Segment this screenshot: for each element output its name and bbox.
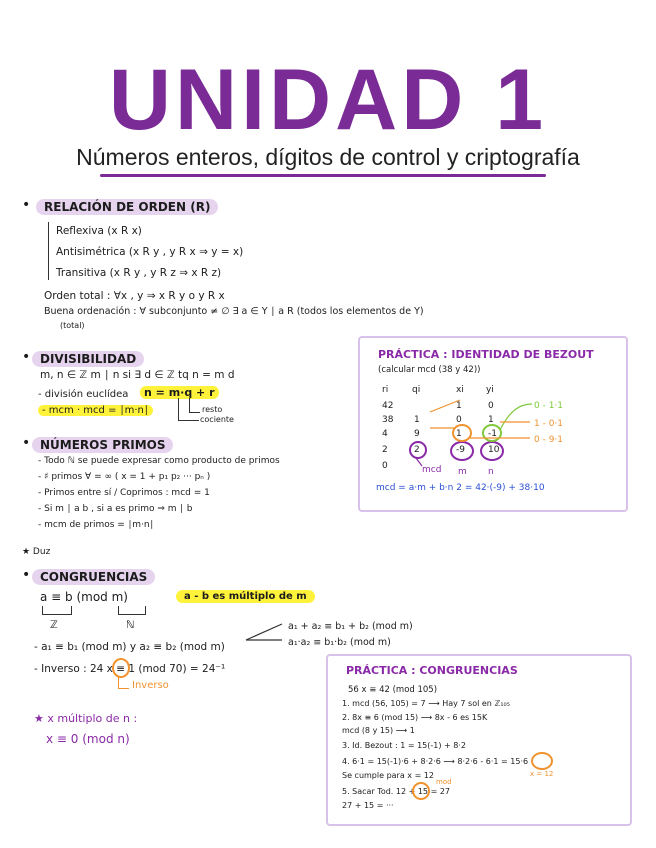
- orden-total: Orden total : ∀x , y ⇒ x R y o y R x: [44, 290, 225, 302]
- congruencia-prod: a₁·a₂ ≡ b₁·b₂ (mod m): [288, 637, 391, 648]
- divisibilidad-def: m, n ∈ ℤ m ∣ n si ∃ d ∈ ℤ tq n = m d: [40, 369, 235, 381]
- primos-item: - Si m ∣ a b , si a es primo ⇒ m ∣ b: [38, 504, 193, 514]
- bezout-cell-x: 0: [456, 415, 462, 425]
- bezout-cell-x: 1: [456, 429, 462, 439]
- bezout-cell-q: 2: [414, 445, 420, 455]
- bezout-eq: 0 - 9·1: [534, 435, 564, 445]
- cong-line: 3. Id. Bezout : 1 = 15(-1) + 8·2: [342, 741, 466, 750]
- n-label: ℕ: [126, 619, 135, 631]
- bezout-cell-y: 1: [488, 415, 494, 425]
- bullet: •: [22, 349, 31, 365]
- cong-line: Se cumple para x = 12: [342, 771, 434, 780]
- congruencia-line: - a₁ ≡ b₁ (mod m) y a₂ ≡ b₂ (mod m): [34, 641, 225, 653]
- division-formula: n = m·q + r: [140, 384, 219, 402]
- col-header: ri: [382, 385, 389, 395]
- inverso-line: - Inverso : 24 x ≡ 1 (mod 70) = 24⁻¹: [34, 663, 226, 675]
- mcd-label: mcd: [422, 465, 442, 475]
- multiplo-highlight: a - b es múltiplo de m: [176, 588, 315, 606]
- primos-item: - Primos entre sí / Coprimos : mcd = 1: [38, 488, 210, 498]
- duz-note: ★ Duz: [22, 547, 51, 557]
- col-header: yi: [486, 385, 494, 395]
- bezout-formula: mcd = a·m + b·n 2 = 42·(-9) + 38·10: [376, 483, 545, 493]
- bezout-cell-r: 0: [382, 461, 388, 471]
- cong-line: 27 + 15 = ···: [342, 801, 394, 810]
- col-header: xi: [456, 385, 464, 395]
- bullet: •: [22, 197, 31, 213]
- m-label: m: [458, 467, 467, 477]
- bezout-cell-x: -9: [456, 445, 465, 455]
- multiplo-note: ★ x múltiplo de n :: [34, 712, 138, 725]
- x12-label: x = 12: [530, 770, 554, 778]
- bezout-cell-r: 2: [382, 445, 388, 455]
- relacion-item: Antisimétrica (x R y , y R x ⇒ y = x): [56, 246, 244, 258]
- bezout-eq: 0 - 1·1: [534, 401, 564, 411]
- relacion-item: Reflexiva (x R x): [56, 225, 142, 237]
- cong-line: 4. 6·1 = 15(-1)·6 + 8·2·6 ⟶ 8·2·6 - 6·1 = 15·6: [342, 757, 529, 766]
- cong-line: 56 x ≡ 42 (mod 105): [348, 685, 438, 695]
- congruencia-sum: a₁ + a₂ ≡ b₁ + b₂ (mod m): [288, 621, 413, 632]
- bullet: •: [22, 567, 31, 583]
- bullet: •: [22, 435, 31, 451]
- primos-item: - Todo ℕ se puede expresar como producto de primos: [38, 456, 280, 466]
- bezout-cell-y: 0: [488, 401, 494, 411]
- practica-bezout-subtitle: (calcular mcd (38 y 42)): [378, 365, 481, 375]
- bezout-cell-q: 1: [414, 415, 420, 425]
- buena-ordenacion: Buena ordenación : ∀ subconjunto ≠ ∅ ∃ a ∈ Y ∣ a R (todos los elementos de Y): [44, 306, 424, 317]
- bezout-cell-y: 10: [488, 445, 500, 455]
- bezout-cell-y: -1: [488, 429, 497, 439]
- cociente-label: cociente: [200, 415, 234, 424]
- section-heading-relacion: RELACIÓN DE ORDEN (R): [36, 198, 218, 216]
- primos-item: - mcm de primos = ∣m·n∣: [38, 520, 155, 530]
- section-heading-congruencias: CONGRUENCIAS: [32, 568, 155, 586]
- mod-label: mod: [436, 778, 452, 786]
- primos-item: - ♯ primos ∀ = ∞ ( x = 1 + p₁ p₂ ··· pₙ ): [38, 472, 211, 482]
- resto-label: resto: [202, 405, 223, 414]
- mod-circle: [412, 782, 430, 800]
- bezout-cell-r: 38: [382, 415, 394, 425]
- z-label: ℤ: [50, 619, 58, 631]
- col-header: qi: [412, 385, 421, 395]
- cong-line: mcd (8 y 15) ⟶ 1: [342, 726, 415, 735]
- cong-line: 2. 8x ≡ 6 (mod 15) ⟶ 8x - 6 es 15K: [342, 713, 488, 722]
- multiplo-note: x ≡ 0 (mod n): [46, 732, 130, 746]
- relacion-item: Transitiva (x R y , y R z ⇒ x R z): [56, 267, 222, 279]
- bezout-cell-r: 4: [382, 429, 388, 439]
- congruencia-expr: a ≡ b (mod m): [40, 590, 128, 604]
- section-heading-divisibilidad: DIVISIBILIDAD: [32, 350, 144, 368]
- n-label: n: [488, 467, 494, 477]
- bezout-cell-x: 1: [456, 401, 462, 411]
- buena-note: (total): [60, 321, 85, 330]
- cong-line: 5. Sacar Tod. 12 + 15 = 27: [342, 787, 450, 796]
- inverso-label: Inverso: [132, 680, 169, 691]
- practica-congruencias-title: PRÁCTICA : CONGRUENCIAS: [346, 664, 518, 677]
- page-title: UNIDAD 1: [108, 52, 548, 148]
- bezout-eq: 1 - 0·1: [534, 419, 564, 429]
- page-subtitle: Números enteros, dígitos de control y criptografía: [76, 144, 580, 170]
- mcm-mcd: - mcm · mcd = ∣m·n∣: [38, 404, 153, 418]
- practica-bezout-title: PRÁCTICA : IDENTIDAD DE BEZOUT: [378, 348, 594, 361]
- section-heading-primos: NÚMEROS PRIMOS: [32, 436, 173, 454]
- division-euclidea: - división euclídea: [38, 389, 129, 400]
- bezout-cell-r: 42: [382, 401, 394, 411]
- cong-line: 1. mcd (56, 105) = 7 ⟶ Hay 7 sol en ℤ₁₀₅: [342, 699, 510, 708]
- bezout-cell-q: 9: [414, 429, 420, 439]
